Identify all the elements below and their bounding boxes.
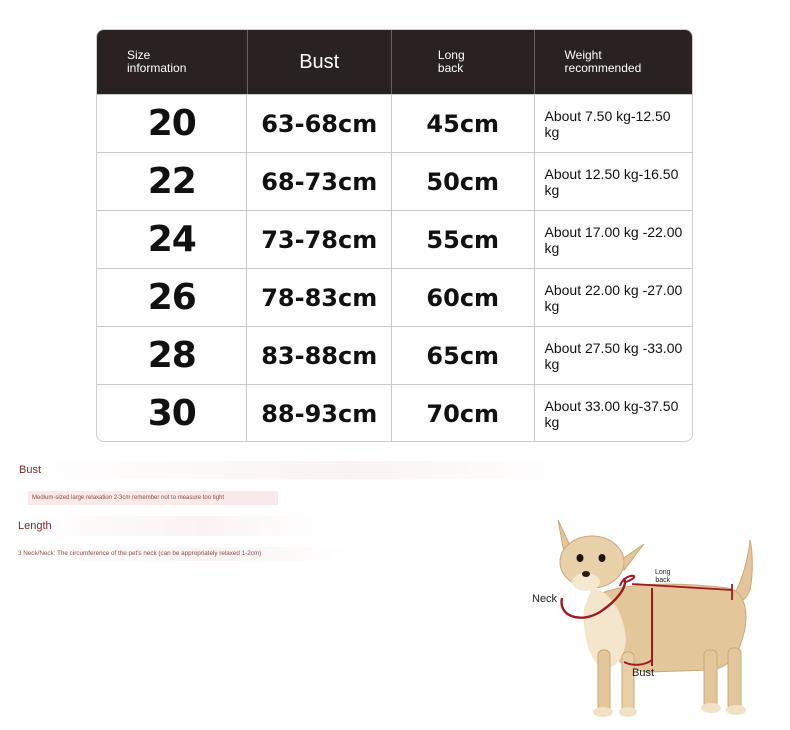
weight-cell: About 17.00 kg -22.00 kg	[544, 223, 683, 256]
header-weight: Weight recommended	[564, 48, 642, 75]
back-cell: 60cm	[392, 269, 535, 326]
neck-note-detail: 3 Neck/Neck: The circumference of the pet's neck (can be appropriately relaxed 1-2cm)	[14, 547, 350, 561]
bust-cell: 73-78cm	[247, 211, 392, 268]
table-row	[97, 152, 692, 210]
table-row	[97, 384, 692, 442]
back-cell: 70cm	[392, 385, 535, 442]
size-cell: 26	[97, 269, 247, 326]
bust-cell: 83-88cm	[247, 327, 392, 384]
bust-cell: 88-93cm	[247, 385, 392, 442]
bust-note-title: Bust	[14, 461, 574, 479]
weight-cell: About 22.00 kg -27.00 kg	[544, 281, 683, 314]
header-bust: Bust	[248, 30, 392, 94]
weight-cell: About 12.50 kg-16.50 kg	[544, 165, 679, 198]
weight-cell: About 27.50 kg -33.00 kg	[544, 339, 683, 372]
size-cell: 30	[97, 385, 247, 442]
size-cell: 20	[97, 95, 247, 152]
header-size: Size information	[97, 30, 248, 94]
table-row	[97, 94, 692, 152]
header-long-back: Long back	[392, 30, 535, 94]
size-cell: 22	[97, 153, 247, 210]
long-back-label: Long back	[655, 569, 671, 584]
back-cell: 45cm	[392, 95, 535, 152]
table-header	[97, 30, 692, 94]
bust-cell: 68-73cm	[247, 153, 392, 210]
size-table	[96, 29, 693, 442]
back-cell: 50cm	[392, 153, 535, 210]
bust-cell: 78-83cm	[247, 269, 392, 326]
dog-measurement-diagram	[528, 500, 790, 726]
table-row	[97, 210, 692, 268]
weight-cell: About 33.00 kg-37.50 kg	[544, 397, 679, 430]
bust-label: Bust	[632, 667, 655, 679]
back-cell: 65cm	[392, 327, 535, 384]
table-row	[97, 268, 692, 326]
bust-note-detail: Medium-sized large relaxation 2-3cm remember not to measure too tight	[28, 491, 278, 505]
size-cell: 28	[97, 327, 247, 384]
length-note-title: Length	[14, 516, 326, 536]
neck-label: Neck	[532, 593, 558, 605]
weight-cell: About 7.50 kg-12.50 kg	[544, 107, 671, 140]
dog-illustration	[528, 500, 790, 726]
back-cell: 55cm	[392, 211, 535, 268]
bust-cell: 63-68cm	[247, 95, 392, 152]
size-cell: 24	[97, 211, 247, 268]
table-row	[97, 326, 692, 384]
